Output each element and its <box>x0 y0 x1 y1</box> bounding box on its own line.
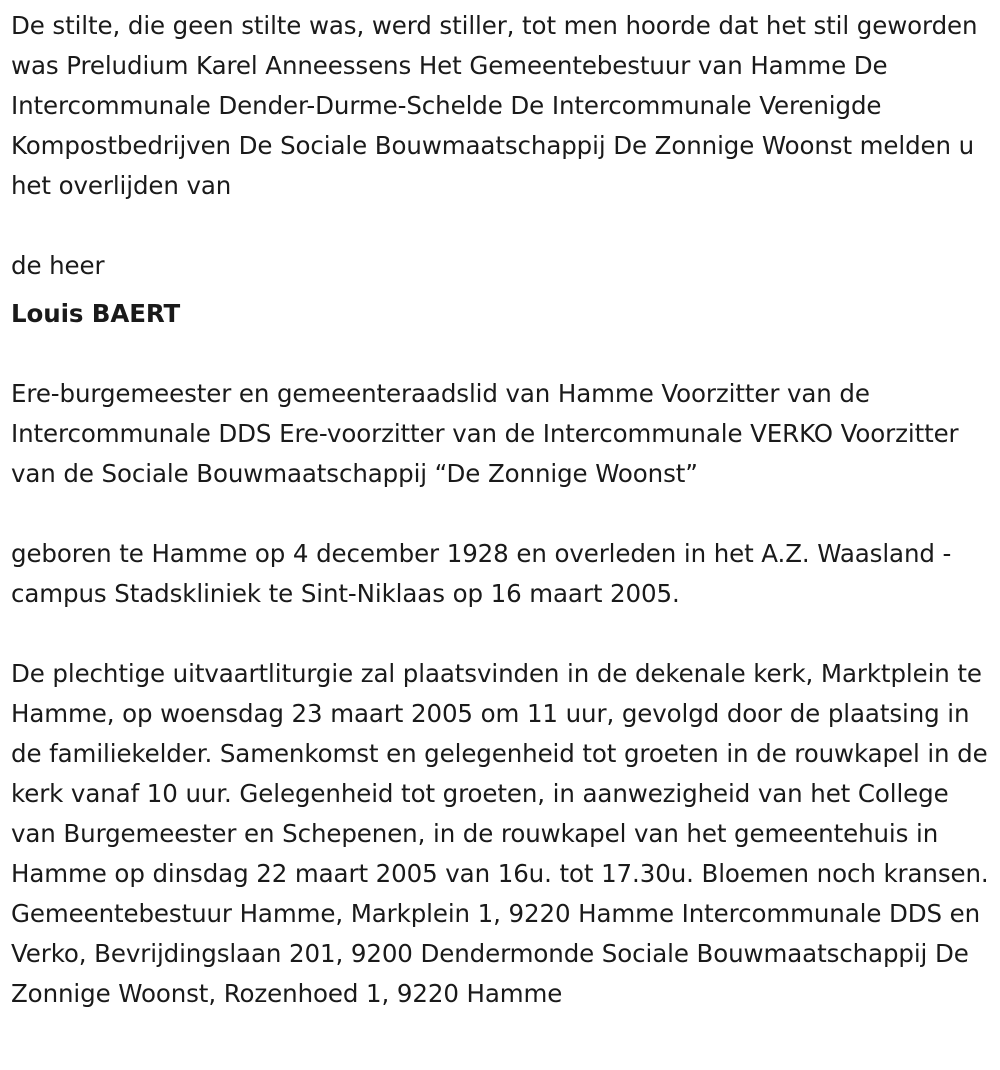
obituary-notice <box>11 6 993 1014</box>
intro-paragraph: De stilte, die geen stilte was, werd stiller, tot men hoorde dat het stil geworden was Preludium Karel Anneessens Het Gemeentebestuur van Hamme De Intercommunale Dender-Durme-Schelde De Intercommunale Verenigde Kompostbedrijven De Sociale Bouwmaatschappij De Zonnige Woonst melden u het overlijden van <box>11 11 978 200</box>
birth-death-paragraph: geboren te Hamme op 4 december 1928 en overleden in het A.Z. Waasland - campus Stadskliniek te Sint-Niklaas op 16 maart 2005. <box>11 539 952 608</box>
deceased-name: Louis BAERT <box>11 299 181 328</box>
funeral-paragraph: De plechtige uitvaartliturgie zal plaatsvinden in de dekenale kerk, Marktplein te Hamme, op woensdag 23 maart 2005 om 11 uur, gevolgd door de plaatsing in de familiekelder. Samenkomst en gelegenheid tot groeten in de rouwkapel in de kerk vanaf 10 uur. Gelegenheid tot groeten, in aanwezigheid van het College van Burgemeester en Schepenen, in de rouwkapel van het gemeentehuis in Hamme op dinsdag 22 maart 2005 van 16u. tot 17.30u. Bloemen noch kransen. Gemeentebestuur Hamme, Markplein 1, 9220 Hamme Intercommunale DDS en Verko, Bevrijdingslaan 201, 9200 Dendermonde Sociale Bouwmaatschappij De Zonnige Woonst, Rozenhoed 1, 9220 Hamme <box>11 659 989 1008</box>
salutation: de heer <box>11 251 105 280</box>
titles-paragraph: Ere-burgemeester en gemeenteraadslid van Hamme Voorzitter van de Intercommunale DDS Ere-voorzitter van de Intercommunale VERKO Voorzitter van de Sociale Bouwmaatschappij “De Zonnige Woonst” <box>11 379 959 488</box>
